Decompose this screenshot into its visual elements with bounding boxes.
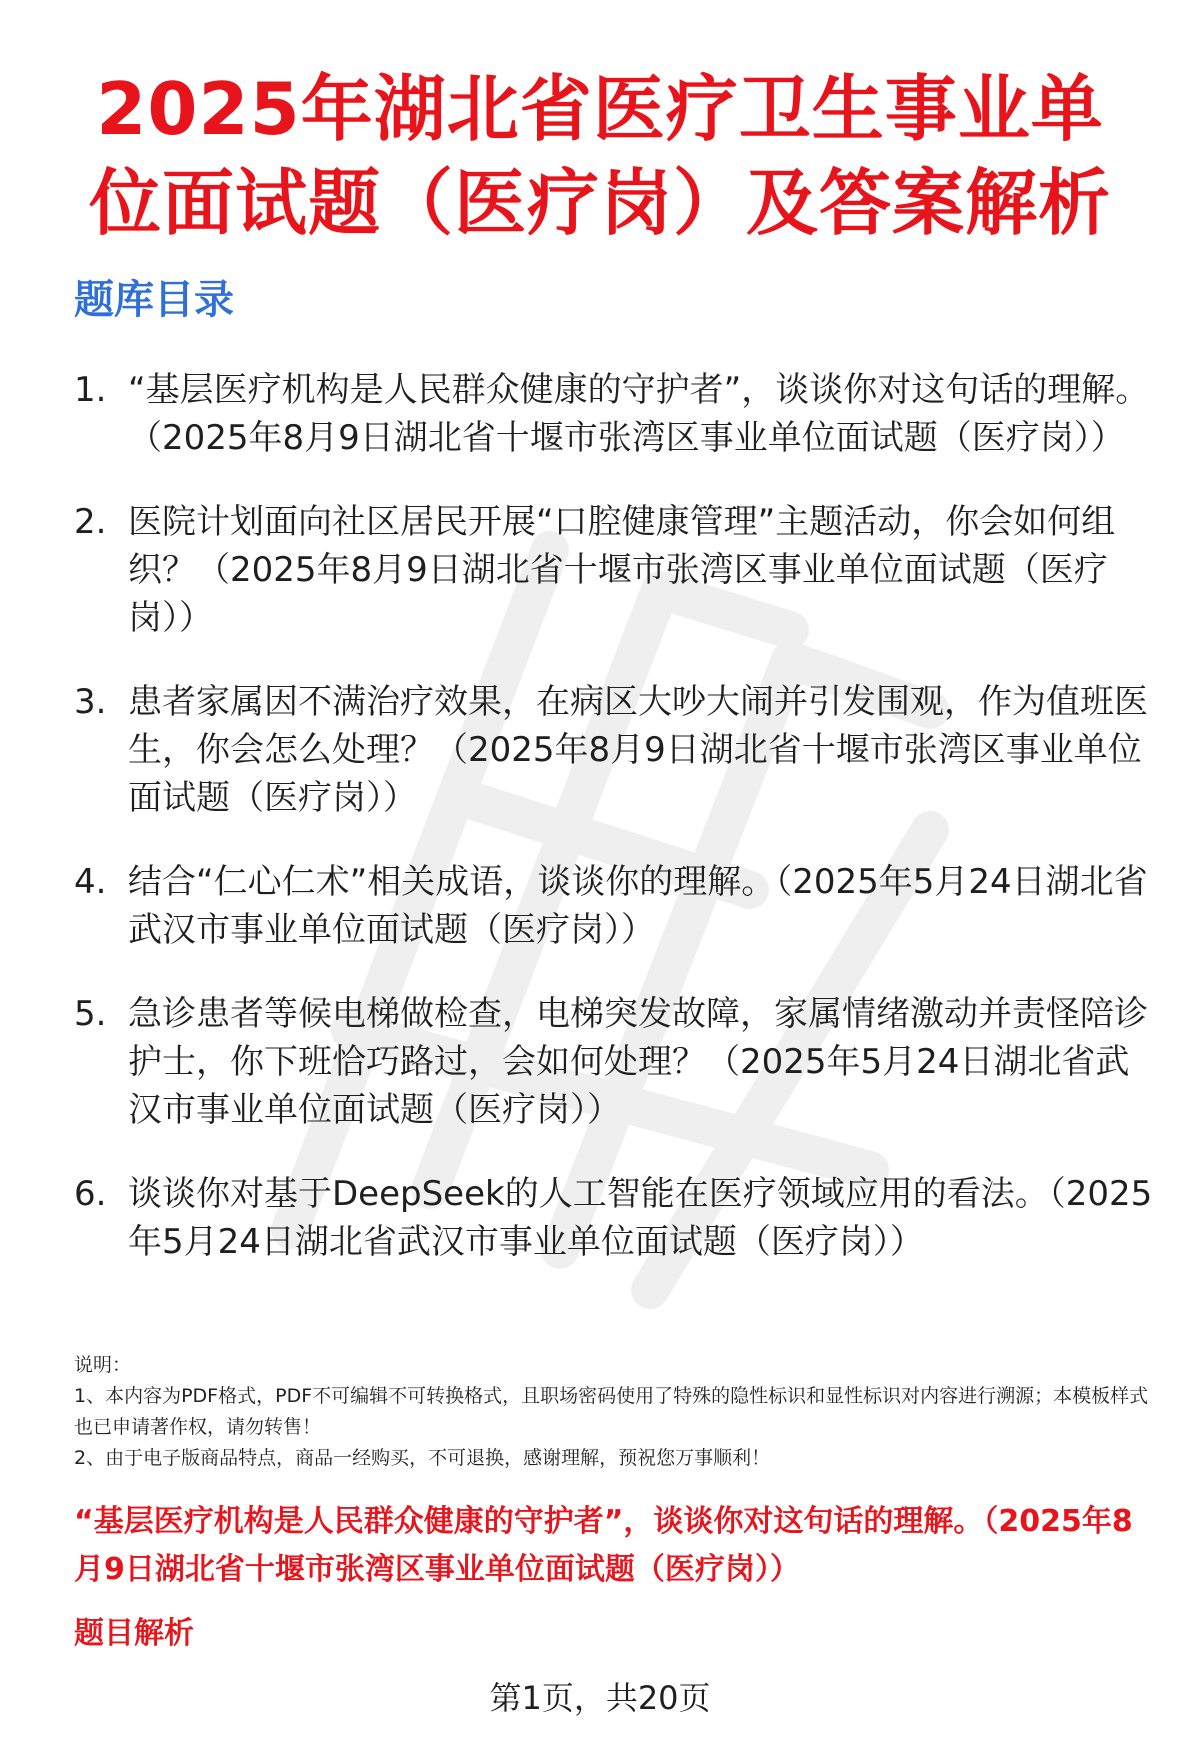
toc-item-number: 3.	[74, 682, 107, 722]
document-title: 2025年湖北省医疗卫生事业单位面试题（医疗岗）及答案解析	[88, 67, 1111, 245]
question-title: “基层医疗机构是人民群众健康的守护者”，谈谈你对这句话的理解。（2025年8月9日湖北省十堰市张湾区事业单位面试题（医疗岗））	[74, 1504, 1133, 1587]
toc-list	[74, 366, 1154, 1302]
toc-item-number: 4.	[74, 862, 107, 902]
toc-item-text: 患者家属因不满治疗效果，在病区大吵大闹并引发围观，作为值班医生，你会怎么处理？（2025年8月9日湖北省十堰市张湾区事业单位面试题（医疗岗））	[128, 682, 1148, 818]
toc-item-text: 结合“仁心仁术”相关成语，谈谈你的理解。（2025年5月24日湖北省武汉市事业单位面试题（医疗岗））	[128, 862, 1148, 950]
toc-item-text: 急诊患者等候电梯做检查，电梯突发故障，家属情绪激动并责怪陪诊护士，你下班恰巧路过，会如何处理？（2025年5月24日湖北省武汉市事业单位面试题（医疗岗））	[128, 994, 1148, 1130]
toc-item-number: 1.	[74, 370, 107, 410]
toc-item-number: 5.	[74, 994, 107, 1034]
toc-item-number: 6.	[74, 1174, 107, 1214]
toc-heading: 题库目录	[74, 277, 234, 323]
analysis-heading: 题目解析	[74, 1616, 194, 1651]
notes-block	[74, 1350, 1154, 1474]
toc-item[interactable]	[74, 498, 1154, 642]
notes-line: 2、由于电子版商品特点，商品一经购买，不可退换，感谢理解，预祝您万事顺利！	[74, 1447, 771, 1469]
notes-label: 说明：	[74, 1354, 132, 1376]
toc-item[interactable]	[74, 366, 1154, 462]
toc-item-number: 2.	[74, 502, 107, 542]
notes-line: 1、本内容为PDF格式，PDF不可编辑不可转换格式，且职场密码使用了特殊的隐性标识和显性标识对内容进行溯源；本模板样式也已申请著作权，请勿转售！	[74, 1385, 1149, 1438]
toc-item-text: “基层医疗机构是人民群众健康的守护者”，谈谈你对这句话的理解。（2025年8月9日湖北省十堰市张湾区事业单位面试题（医疗岗））	[128, 370, 1150, 458]
toc-item[interactable]	[74, 990, 1154, 1134]
toc-item-text: 医院计划面向社区居民开展“口腔健康管理”主题活动，你会如何组织？（2025年8月9日湖北省十堰市张湾区事业单位面试题（医疗岗））	[128, 502, 1116, 638]
toc-item[interactable]	[74, 1170, 1154, 1266]
toc-item-text: 谈谈你对基于DeepSeek的人工智能在医疗领域应用的看法。（2025年5月24日湖北省武汉市事业单位面试题（医疗岗））	[128, 1174, 1153, 1262]
page-footer: 第1页，共20页	[489, 1679, 711, 1717]
toc-item[interactable]	[74, 678, 1154, 822]
toc-item[interactable]	[74, 858, 1154, 954]
